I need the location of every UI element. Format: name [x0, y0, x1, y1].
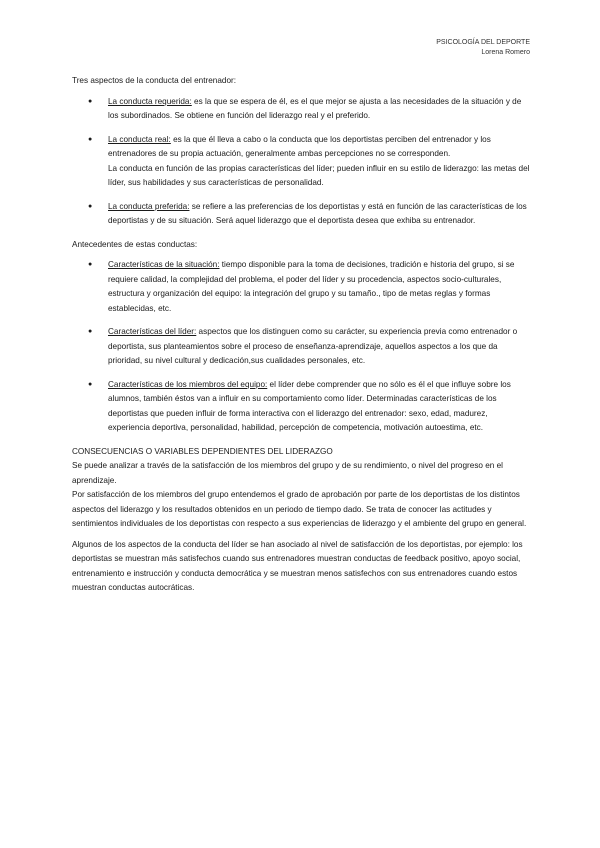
list-item [72, 200, 530, 229]
list-item-text: es la que él lleva a cabo o la conducta que los deportistas perciben del entrenador y los entrenadores de su propia actuación, generalmente ambas percepciones no se corresponden. [108, 134, 491, 158]
page-header [436, 38, 530, 58]
list-item-term: La conducta requerida: [108, 96, 192, 106]
list-item [72, 325, 530, 369]
list-item-extra: La conducta en función de las propias características del líder; pueden influir en su estilo de liderazgo: las metas del líder, sus habilidades y sus características de personalidad. [108, 163, 530, 187]
list-item [72, 378, 530, 436]
document-body [72, 74, 530, 596]
list-item-text: tiempo disponible para la toma de decisiones, tradición e historia del grupo, si se requiere calidad, la complejidad del problema, el poder del líder y su procedencia, aspectos socio-culturales, estructura y organización del equipo: la integración del grupo y su tamaño., tipo de metas reglas y formas establecidas, etc. [108, 260, 515, 313]
list-item-text: aspectos que los distinguen como su carácter, su experiencia previa como entrenador o deportista, sus planteamientos sobre el proceso de enseñanza-aprendizaje, aquellos aspectos a los que da prioridad, su nivel cultural y dedicación,sus cualidades personales, etc. [108, 327, 518, 365]
section2-intro: Antecedentes de estas conductas: [72, 239, 198, 249]
list-item-term: Características de la situación: [108, 260, 220, 269]
bullet-icon: ● [88, 261, 93, 268]
paragraph: Algunos de los aspectos de la conducta del líder se han asociado al nivel de satisfacción de los deportistas, por ejemplo: los deportistas se muestran más satisfechos cuando sus entrenadores muestran conductas de feedback positivo, apoyo social, entrenamiento e instrucción y conducta democrática y se muestran menos satisfechos con sus entrenadores cuando estos muestran conductas autocráticas. [72, 539, 523, 592]
bullet-icon: ● [88, 97, 93, 105]
list-item-term: Características de los miembros del equipo: [108, 379, 268, 389]
list-item-text: se refiere a las preferencias de los deportistas y está en función de las características de los deportistas y de su situación. Será aquel liderazgo que el deportista desea que exhiba su entrenador. [108, 201, 527, 225]
header-author: Lorena Romero [481, 49, 530, 56]
paragraph: Por satisfacción de los miembros del grupo entendemos el grado de aprobación por parte de los deportistas de los distintos aspectos del liderazgo y los resultados obtenidos en un periodo de tiempo dado. Se trata de conocer las actitudes y sentimientos individuales de los deportistas con respecto a sus experiencias de liderazgo y el ambiente del grupo en general. [72, 490, 527, 528]
bullet-icon: ● [88, 380, 93, 388]
list-item-text: es la que se espera de él, es el que mejor se ajusta a las necesidades de la situación y de los subordinados. Se obtiene en función del liderazgo real y el preferido. [108, 96, 522, 120]
antecedents-list [72, 258, 530, 436]
bullet-icon: ● [88, 202, 93, 210]
list-item [72, 133, 530, 191]
list-item-term: La conducta real: [108, 134, 171, 144]
list-item-term: Características del líder: [108, 327, 197, 336]
list-item-text: el líder debe comprender que no sólo es él el que influye sobre los alumnos, también éstos van a influir en su comportamiento como líder. Determinadas características de los deportistas que pueden influir de forma interactiva con el liderazgo del entrenador: sexo, edad, madurez, experiencia deportiva, personalidad, habilidad, percepción de competencia, motivación autoestima, etc. [108, 379, 511, 432]
list-item [72, 258, 530, 316]
paragraph: Se puede analizar a través de la satisfacción de los miembros del grupo y de su rendimiento, o nivel del progreso en el aprendizaje. [72, 461, 503, 485]
list-item-term: La conducta preferida: [108, 201, 190, 211]
header-subject: PSICOLOGÍA DEL DEPORTE [436, 39, 530, 46]
section1-intro: Tres aspectos de la conducta del entrenador: [72, 76, 237, 85]
section3-heading: CONSECUENCIAS O VARIABLES DEPENDIENTES DEL LIDERAZGO [72, 446, 333, 456]
bullet-icon: ● [88, 135, 93, 143]
list-item [72, 95, 530, 124]
conduct-list [72, 95, 530, 229]
bullet-icon: ● [88, 328, 93, 335]
